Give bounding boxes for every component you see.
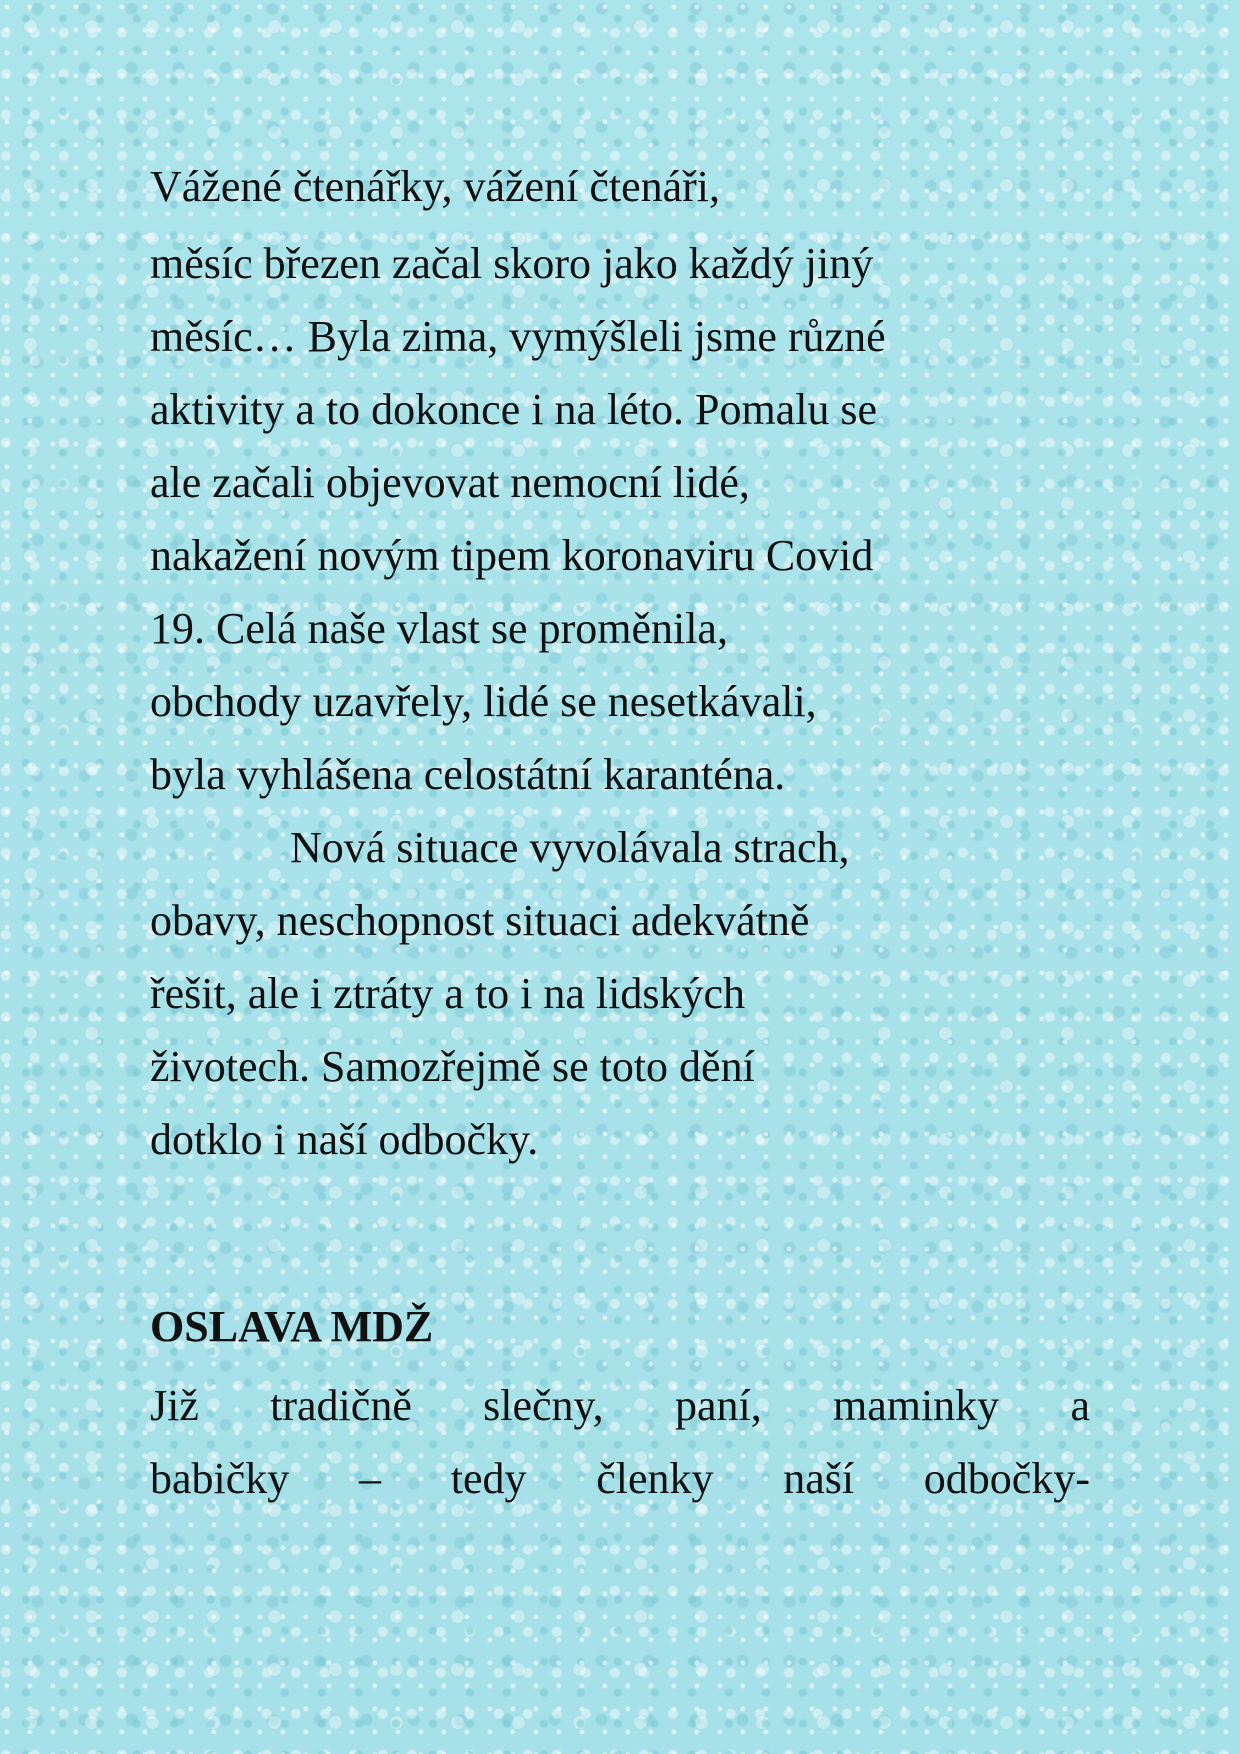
paragraph-line: měsíc březen začal skoro jako každý jiný <box>150 239 874 288</box>
mdz-paragraph <box>150 1369 1090 1515</box>
paragraph-line: řešit, ale i ztráty a to i na lidských <box>150 969 746 1018</box>
paragraph-line: dotklo i naší odbočky. <box>150 1115 539 1164</box>
situation-paragraph <box>150 811 1090 1176</box>
paragraph-line: 19. Celá naše vlast se proměnila, <box>150 604 728 653</box>
paragraph-line: obchody uzavřely, lidé se nesetkávali, <box>150 677 817 726</box>
section-heading: OSLAVA MDŽ <box>150 1302 434 1351</box>
paragraph-line: babičky – tedy členky naší odbočky- <box>150 1454 1090 1503</box>
greeting-line: Vážené čtenářky, vážení čtenáři, <box>150 162 721 211</box>
paragraph-line: Již tradičně slečny, paní, maminky a <box>150 1381 1090 1430</box>
intro-paragraph <box>150 227 1090 811</box>
paragraph-line: životech. Samozřejmě se toto dění <box>150 1042 755 1091</box>
paragraph-line: měsíc… Byla zima, vymýšleli jsme různé <box>150 312 886 361</box>
paragraph-line: Nová situace vyvolávala strach, <box>290 823 850 872</box>
paragraph-line: ale začali objevovat nemocní lidé, <box>150 458 750 507</box>
paragraph-line: aktivity a to dokonce i na léto. Pomalu se <box>150 385 878 434</box>
paragraph-line: byla vyhlášena celostátní karanténa. <box>150 750 786 799</box>
paragraph-line: nakažení novým tipem koronaviru Covid <box>150 531 874 580</box>
page-content <box>150 150 1090 1515</box>
paragraph-line: obavy, neschopnost situaci adekvátně <box>150 896 810 945</box>
